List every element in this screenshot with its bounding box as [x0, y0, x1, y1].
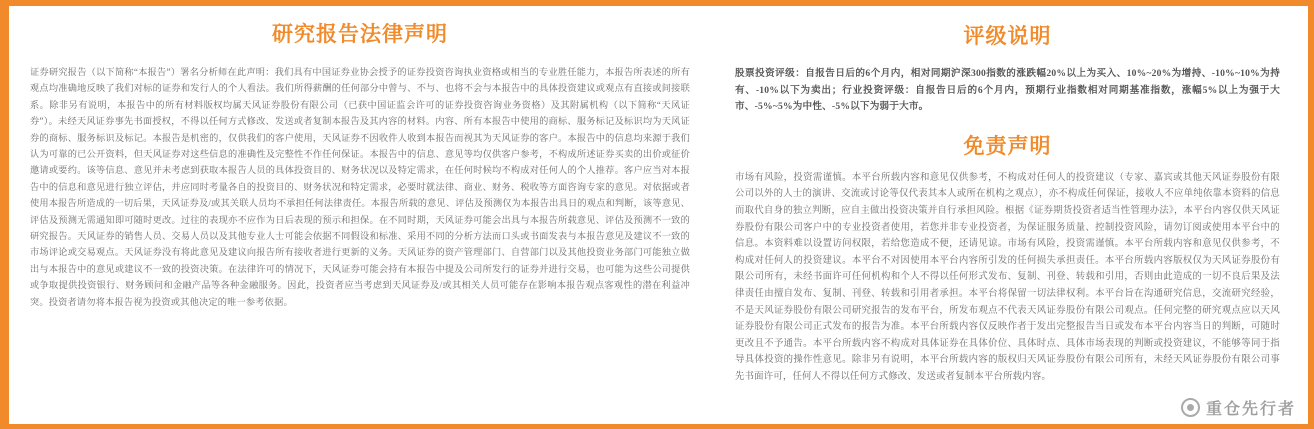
- legal-statement-title: 研究报告法律声明: [272, 23, 448, 46]
- bottom-accent-band: [0, 424, 1314, 429]
- rating-and-disclaimer-column: [735, 18, 1280, 386]
- circle-logo-icon: [1181, 398, 1200, 417]
- disclaimer-body: 市场有风险，投资需谨慎。本平台所载内容和意见仅供参考，不构成对任何人的投资建议（专家、嘉宾或其他天风证券股份有限公司以外的人士的演讲、交流或讨论等仅代表其本人或所在机构之观点），亦不构成任何保证，接收人不应单纯依靠本资料的信息而取代自身的独立判断，应自主做出投资决策并自行承担风险。根据《证券期货投资者适当性管理办法》，本平台内容仅供天风证券股份有限公司客户中的专业投资者使用，若您并非专业投资者，为保证服务质量、控制投资风险，请勿订阅或使用本平台中的信息。本资料难以设置访问权限，若给您造成不便，还请见谅。市场有风险，投资需谨慎。本平台所载内容和意见仅供参考，不构成对任何人的投资建议。本平台不对因使用本平台内容所引发的任何损失承担责任。本平台所载内容版权仅为天风证券股份有限公司所有，未经书面许可任何机构和个人不得以任何形式发布、复制、刊登、转载和引用，否则由此造成的一切不良后果及法律责任由擅自发布、复制、刊登、转载和引用者承担。本平台将保留一切法律权利。本平台旨在沟通研究信息，交流研究经验，不是天风证券股份有限公司研究报告的发布平台，所发布观点不代表天风证券股份有限公司观点。任何完整的研究观点应以天风证券股份有限公司正式发布的报告为准。本平台所载内容仅反映作者于发出完整报告当日或发布本平台内容当日的判断，可随时更改且不予通告。本平台所载内容不构成对具体证券在具体价位、具体时点、具体市场表现的判断或投资建议，不能够等同于指导具体投资的操作性意见。除非另有说明，本平台所载内容的版权归天风证券股份有限公司所有，未经天风证券股份有限公司事先书面许可，任何人不得以任何方式修改、发送或者复制本平台所载内容。: [735, 172, 1280, 382]
- top-accent-band: [0, 0, 1314, 6]
- rating-explanation-body: 股票投资评级：自报告日后的6个月内，相对同期沪深300指数的涨跌幅20%以上为买入、10%~20%为增持、-10%~10%为持有、-10%以下为卖出；行业投资评级：自报告日后的6个月内，预期行业指数相对同期基准指数，涨幅5%以上为强于大市、-5%~5%为中性、-5%以下为弱于大市。: [735, 68, 1280, 113]
- watermark: [1181, 396, 1296, 419]
- disclaimer-title: 免责声明: [963, 134, 1052, 158]
- right-accent-band: [1308, 0, 1314, 429]
- legal-statement-body: 证券研究报告（以下简称“本报告”）署名分析师在此声明：我们具有中国证券业协会授予的证券投资咨询执业资格或相当的专业胜任能力，本报告所表述的所有观点均准确地反映了我们对标的证券和发行人的个人看法。我们所得薪酬的任何部分中曾与、不与、也将不会与本报告中的具体投资建议或观点有直接或间接联系。除非另有说明，本报告中的所有材料版权均属天风证券股份有限公司（已获中国证监会许可的证券投资咨询业务资格）及其附属机构（以下简称“天风证券”）。未经天风证券事先书面授权，不得以任何方式修改、发送或者复制本报告及其内容的材料。内容、所有本报告中使用的商标、服务标记及标识均为天风证券的商标、服务标识及标记。本报告是机密的，仅供我们的客户使用，天风证券不因收件人收到本报告而视其为天风证券的客户。本报告中的信息均来源于我们认为可靠的已公开资料，但天风证券对这些信息的准确性及完整性不作任何保证。本报告中的信息、意见等均仅供客户参考，不构成所述证券买卖的出价或征价邀请或要约。该等信息、意见并未考虑到获取本报告人员的具体投资目的、财务状况以及特定需求，在任何时候均不构成对任何人的个人推荐。客户应当对本报告中的信息和意见进行独立评估，并应同时考量各自的投资目的、财务状况和特定需求，必要时就法律、商业、财务、税收等方面咨询专家的意见。对依据或者使用本报告所造成的一切后果，天风证券及/或其关联人员均不承担任何法律责任。本报告所载的意见、评估及预测仅为本报告出具日的观点和判断，该等意见、评估及预测无需通知即可随时更改。过往的表现亦不应作为日后表现的预示和担保。在不同时期，天风证券可能会出具与本报告所载意见、评估及预测不一致的研究报告。天风证券的销售人员、交易人员以及其他专业人士可能会依据不同假设和标准、采用不同的分析方法而口头或书面发表与本报告意见及建议不一致的市场评论或交易观点。天风证券没有将此意见及建议向报告所有接收者进行更新的义务。天风证券的资产管理部门、自营部门以及其他投资业务部门可能独立做出与本报告中的意见或建议不一致的投资决策。在法律许可的情况下，天风证券可能会持有本报告中提及公司所发行的证券并进行交易，也可能为这些公司提供或争取提供投资银行、财务顾问和金融产品等各种金融服务。因此，投资者应当考虑到天风证券及/或其相关人员可能存在影响本报告观点客观性的潜在利益冲突。投资者请勿将本报告视为投资或其他决定的唯一参考依据。: [30, 67, 690, 307]
- rating-explanation-title: 评级说明: [963, 25, 1052, 48]
- left-accent-band: [0, 0, 9, 429]
- watermark-label: 重仓先行者: [1205, 401, 1296, 418]
- legal-statement-column: [30, 18, 690, 310]
